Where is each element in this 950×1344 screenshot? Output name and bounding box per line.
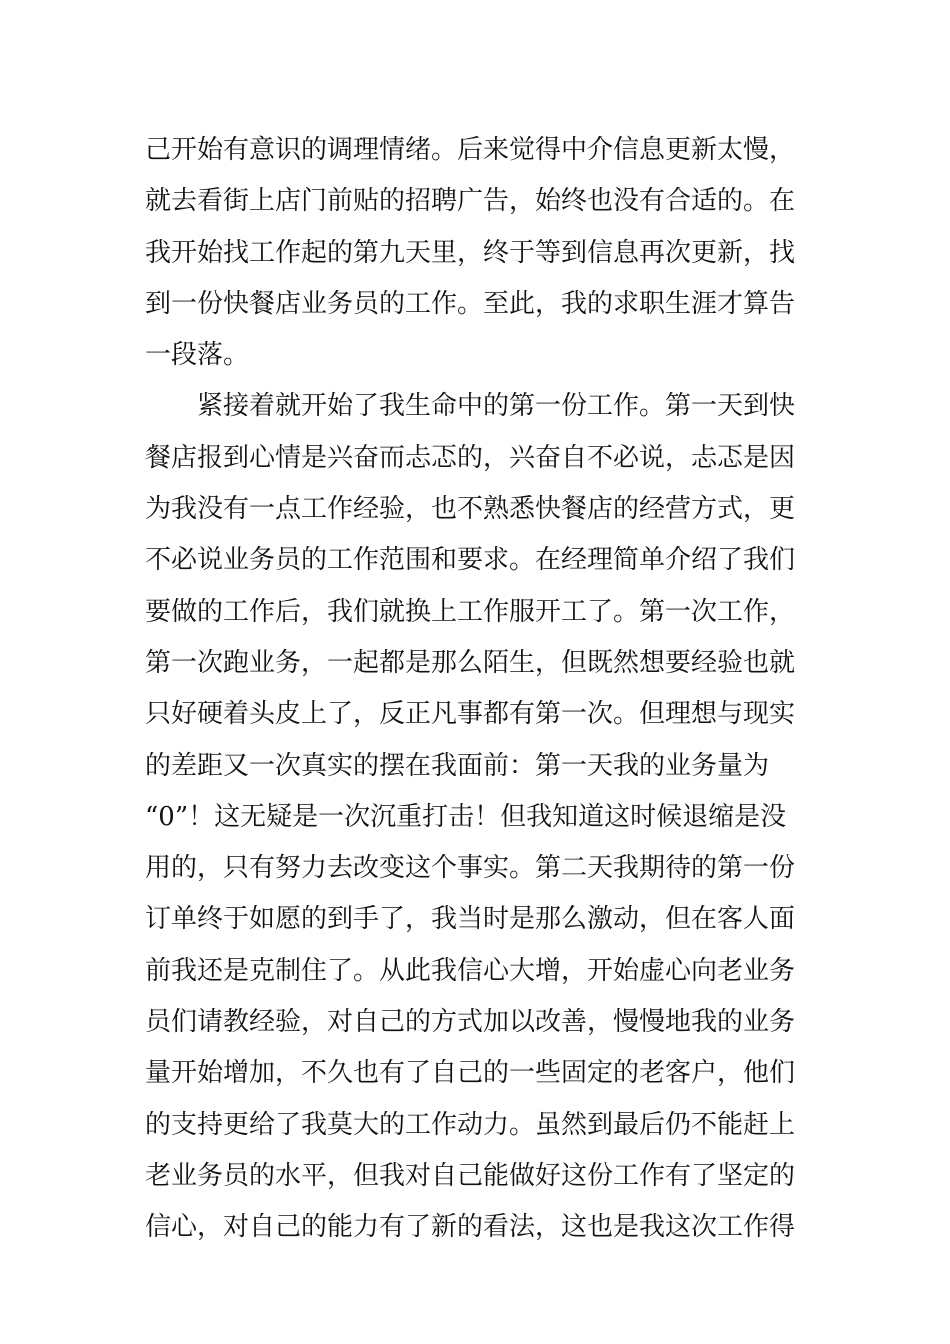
text-line: 为我没有一点工作经验，也不熟悉快餐店的经营方式，更: [145, 494, 796, 525]
text-line: 信心，对自己的能力有了新的看法，这也是我这次工作得: [145, 1212, 796, 1243]
text-line: 的支持更给了我莫大的工作动力。虽然到最后仍不能赶上: [145, 1109, 796, 1140]
text-line: 我开始找工作起的第九天里，终于等到信息再次更新，找: [145, 237, 796, 268]
text-line: 的差距又一次真实的摆在我面前：第一天我的业务量为: [145, 750, 770, 781]
text-line: 用的，只有努力去改变这个事实。第二天我期待的第一份: [145, 853, 796, 884]
text-line: 订单终于如愿的到手了，我当时是那么激动，但在客人面: [145, 904, 796, 935]
text-line: 第一次跑业务，一起都是那么陌生，但既然想要经验也就: [145, 647, 796, 678]
paragraph-first-line: 紧接着就开始了我生命中的第一份工作。第一天到快: [197, 391, 796, 422]
text-line: 老业务员的水平，但我对自己能做好这份工作有了坚定的: [145, 1160, 796, 1191]
text-line: 到一份快餐店业务员的工作。至此，我的求职生涯才算告: [145, 288, 796, 319]
text-line: 只好硬着头皮上了，反正凡事都有第一次。但理想与现实: [145, 699, 796, 730]
text-line: 前我还是克制住了。从此我信心大增，开始虚心向老业务: [145, 955, 796, 986]
text-line: 员们请教经验，对自己的方式加以改善，慢慢地我的业务: [145, 1007, 796, 1038]
text-line: 一段落。: [145, 340, 250, 371]
text-line: 量开始增加，不久也有了自己的一些固定的老客户，他们: [145, 1058, 796, 1089]
text-line: 就去看街上店门前贴的招聘广告，始终也没有合适的。在: [145, 186, 796, 217]
text-line: 餐店报到心情是兴奋而忐忑的，兴奋自不必说，忐忑是因: [145, 442, 796, 473]
text-line: 不必说业务员的工作范围和要求。在经理简单介绍了我们: [145, 545, 796, 576]
text-line: 己开始有意识的调理情绪。后来觉得中介信息更新太慢，: [145, 135, 796, 165]
text-line: “0”！这无疑是一次沉重打击！但我知道这时候退缩是没: [145, 801, 787, 832]
body-text: [145, 125, 815, 1254]
text-line: 要做的工作后，我们就换上工作服开工了。第一次工作，: [145, 596, 796, 627]
